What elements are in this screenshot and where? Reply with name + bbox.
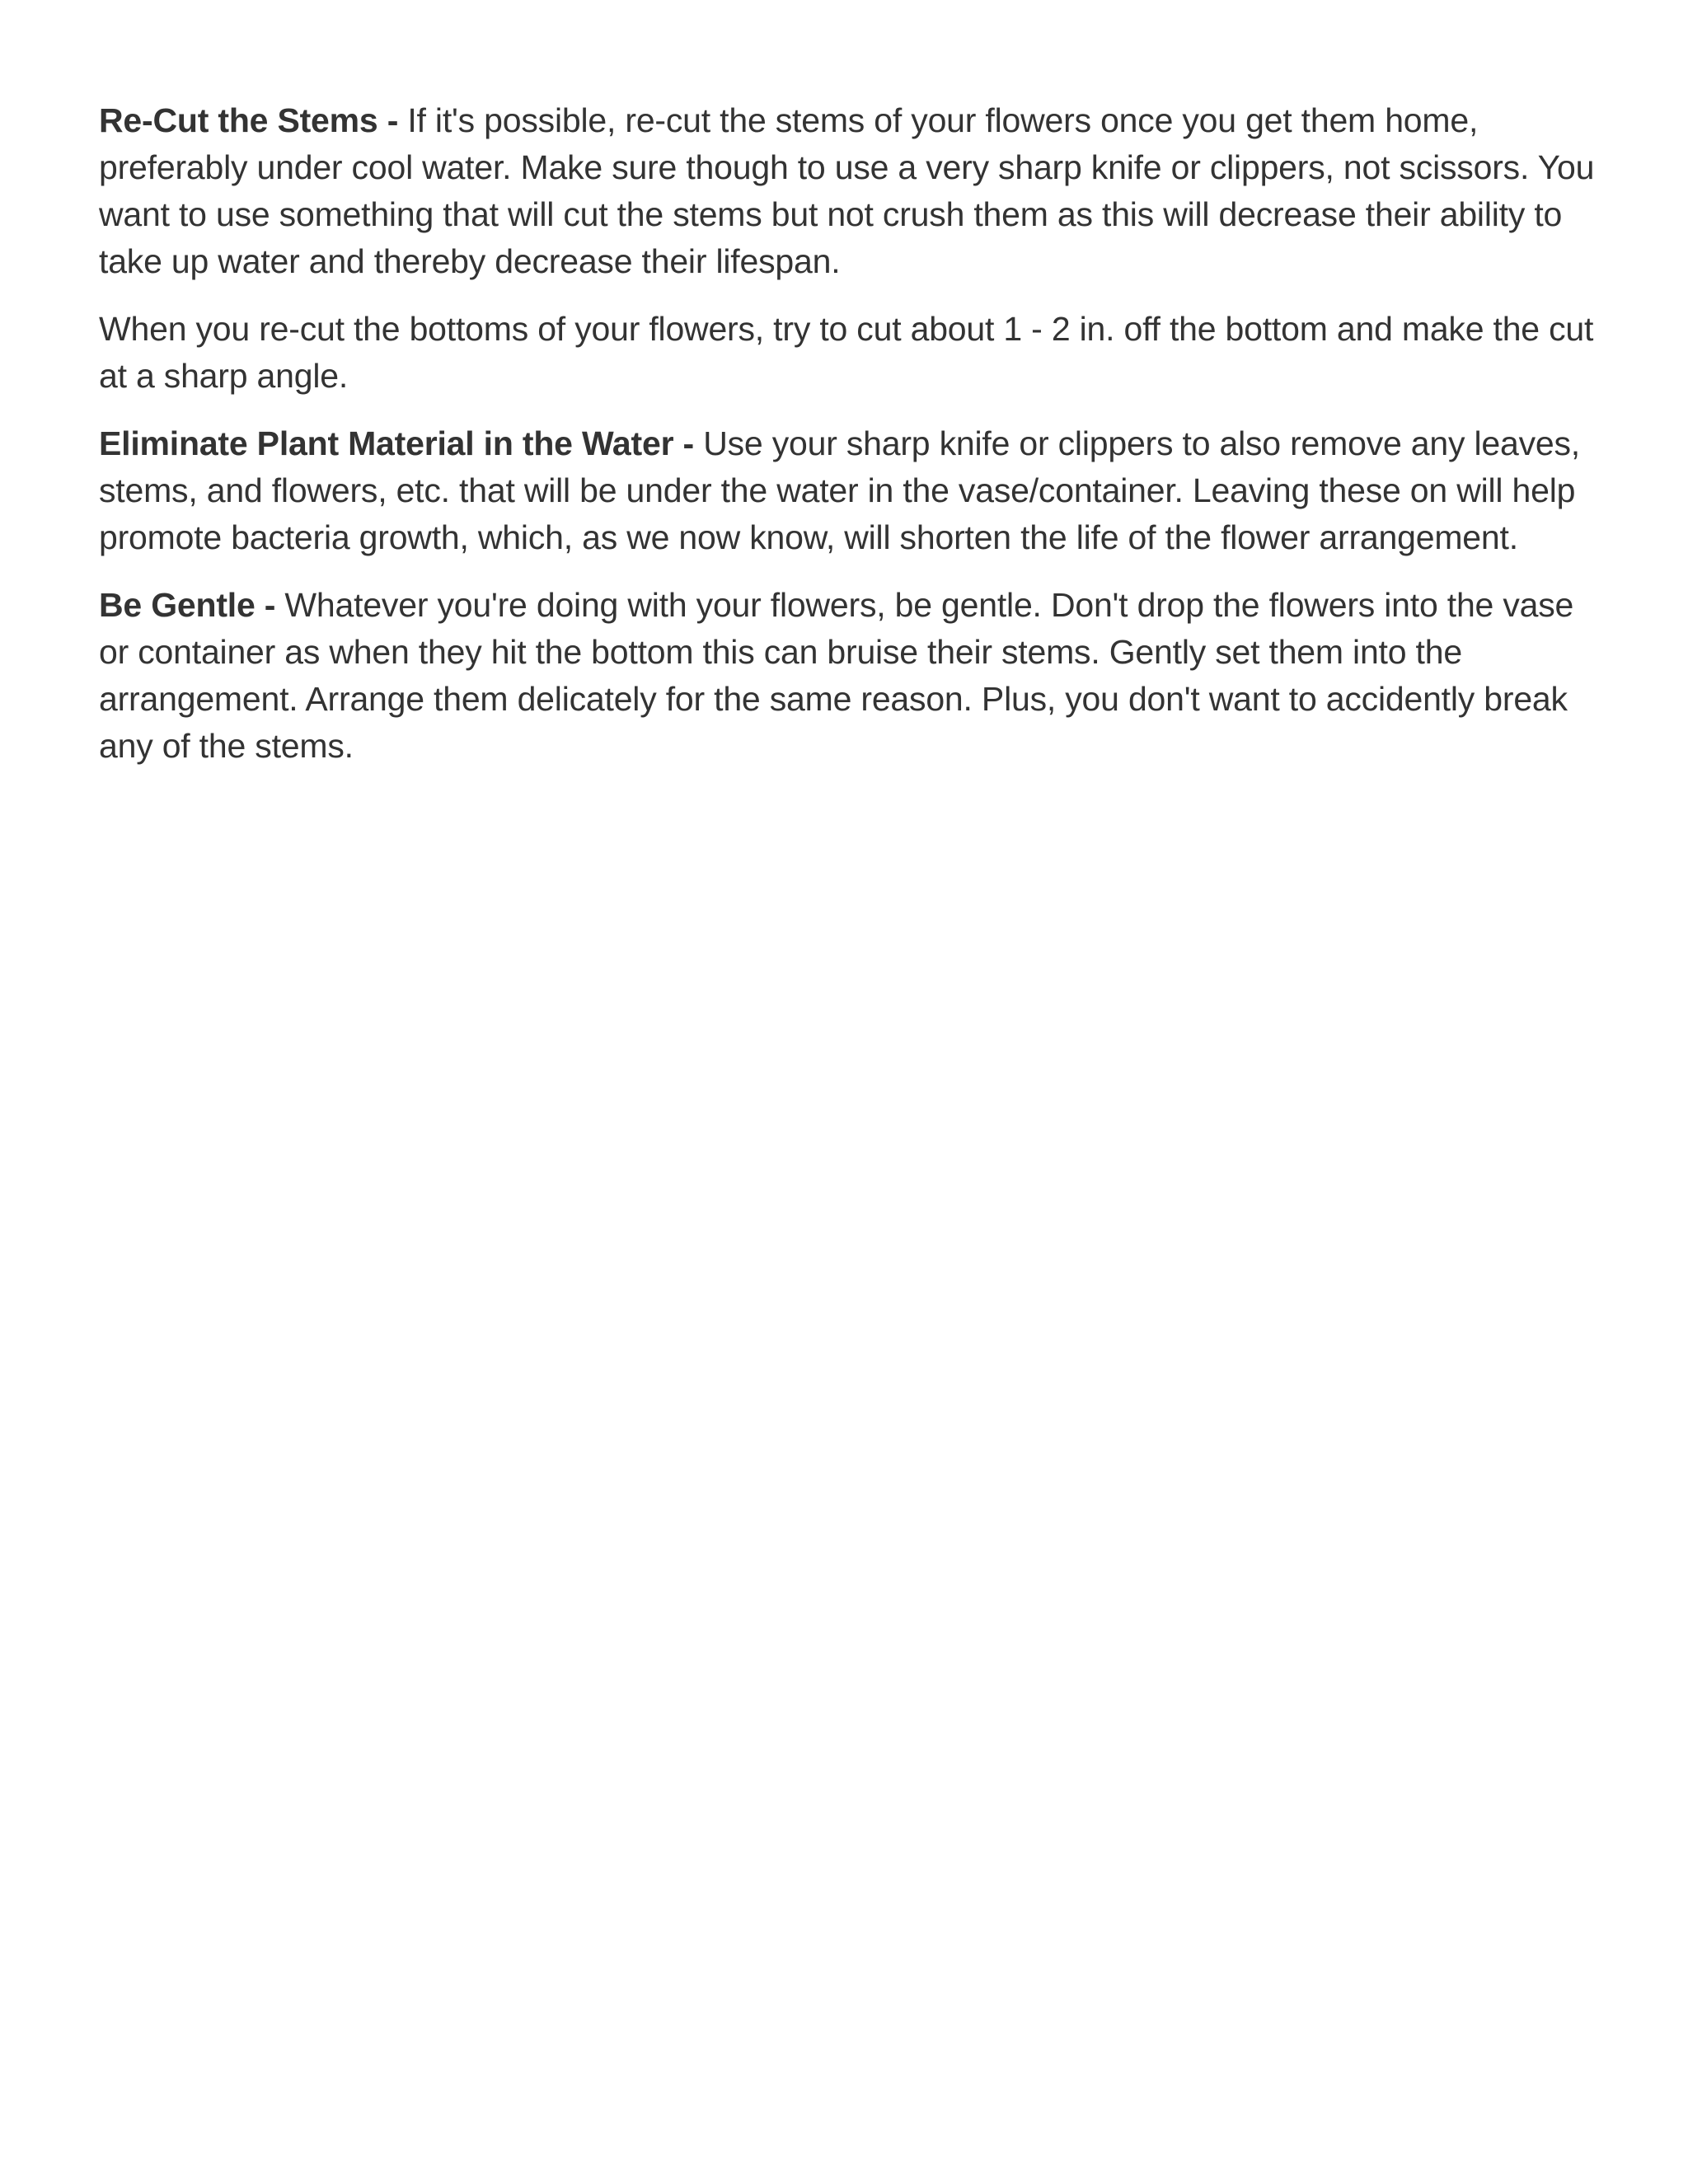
paragraph-heading: Re-Cut the Stems - <box>99 101 399 139</box>
paragraph-be-gentle <box>99 582 1599 770</box>
paragraph-body: Whatever you're doing with your flowers, be gentle. Don't drop the flowers into the vase or container as when they hit the bottom this can bruise their stems. Gently set them into the arrangement. Arrange them delicately for the same reason. Plus, you don't want to accidently break any of the stems. <box>99 586 1574 765</box>
document-page <box>99 97 1599 790</box>
paragraph-body: Use your sharp knife or clippers to also remove any leaves, stems, and flowers, etc. that will be under the water in the vase/container. Leaving these on will help promote bacteria growth, which, as we now know, will shorten the life of the flower arrangement. <box>99 424 1581 556</box>
paragraph-heading: Eliminate Plant Material in the Water - <box>99 424 694 462</box>
paragraph-recut-stems <box>99 97 1599 285</box>
paragraph-body: If it's possible, re-cut the stems of your flowers once you get them home, preferably under cool water. Make sure though to use a very sharp knife or clippers, not scissors. You want to use something that will cut the stems but not crush them as this will decrease their ability to take up water and thereby decrease their lifespan. <box>99 101 1595 280</box>
paragraph-cut-angle <box>99 306 1599 400</box>
paragraph-body: When you re-cut the bottoms of your flowers, try to cut about 1 - 2 in. off the bottom and make the cut at a sharp angle. <box>99 310 1594 395</box>
paragraph-heading: Be Gentle - <box>99 586 276 624</box>
paragraph-eliminate-plant-material <box>99 420 1599 561</box>
